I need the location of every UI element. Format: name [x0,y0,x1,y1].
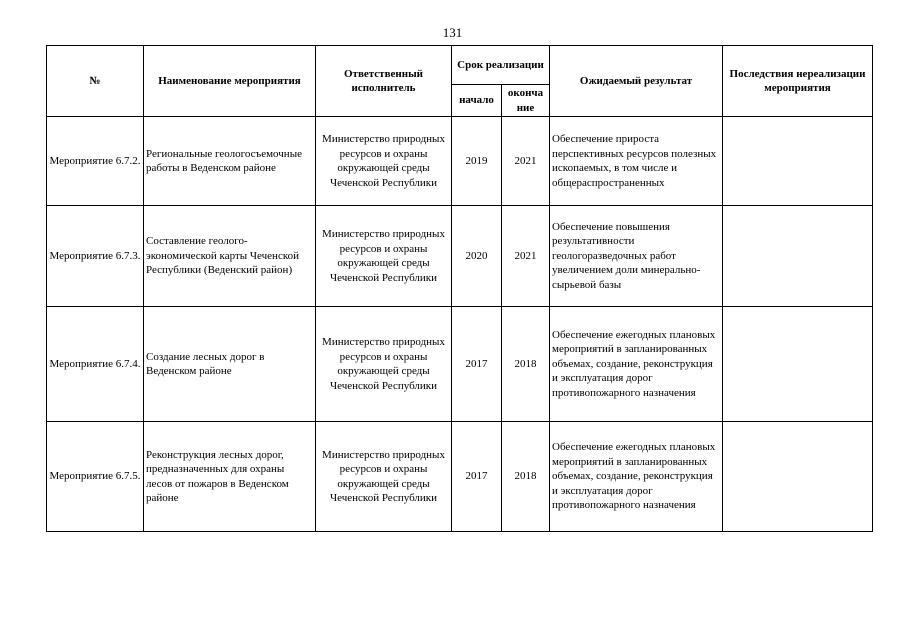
row-name: Создание лесных дорог в Веденском районе [144,307,316,422]
row-consequences [723,307,873,422]
row-start: 2019 [452,117,502,206]
row-result: Обеспечение прироста перспективных ресурсов полезных ископаемых, в том числе и общераспространенных [550,117,723,206]
header-result: Ожидаемый результат [550,46,723,117]
row-end: 2021 [502,206,550,307]
header-executor: Ответственный исполнитель [316,46,452,117]
row-end: 2021 [502,117,550,206]
row-num: Мероприятие 6.7.3. [47,206,144,307]
table-row [47,206,873,307]
table-row [47,307,873,422]
header-row [47,46,873,85]
measures-table [46,45,873,532]
row-executor: Министерство природных ресурсов и охраны окружающей среды Чеченской Республики [316,422,452,532]
header-consequences: Последствия нереализации мероприятия [723,46,873,117]
row-num: Мероприятие 6.7.2. [47,117,144,206]
row-executor: Министерство природных ресурсов и охраны окружающей среды Чеченской Республики [316,117,452,206]
row-result: Обеспечение повышения результативности геологоразведочных работ увеличением доли минерально-сырьевой базы [550,206,723,307]
row-consequences [723,422,873,532]
row-start: 2020 [452,206,502,307]
header-term: Срок реализации [452,46,550,85]
header-num: № [47,46,144,117]
row-result: Обеспечение ежегодных плановых мероприятий в запланированных объемах, создание, реконструкция и эксплуатация дорог противопожарного назначения [550,307,723,422]
row-start: 2017 [452,422,502,532]
row-executor: Министерство природных ресурсов и охраны окружающей среды Чеченской Республики [316,307,452,422]
row-name: Реконструкция лесных дорог, предназначенных для охраны лесов от пожаров в Веденском районе [144,422,316,532]
page-number: 131 [442,25,463,40]
row-num: Мероприятие 6.7.5. [47,422,144,532]
row-name: Региональные геологосъемочные работы в Веденском районе [144,117,316,206]
header-end: оконча ние [502,85,550,117]
row-end: 2018 [502,307,550,422]
header-name: Наименование мероприятия [144,46,316,117]
row-result: Обеспечение ежегодных плановых мероприятий в запланированных объемах, создание, реконструкция и эксплуатация дорог противопожарного назначения [550,422,723,532]
row-name: Составление геолого-экономической карты Чеченской Республики (Веденский район) [144,206,316,307]
table-row [47,117,873,206]
row-end: 2018 [502,422,550,532]
row-consequences [723,117,873,206]
table-row [47,422,873,532]
row-start: 2017 [452,307,502,422]
row-executor: Министерство природных ресурсов и охраны окружающей среды Чеченской Республики [316,206,452,307]
header-start: начало [452,85,502,117]
row-num: Мероприятие 6.7.4. [47,307,144,422]
row-consequences [723,206,873,307]
